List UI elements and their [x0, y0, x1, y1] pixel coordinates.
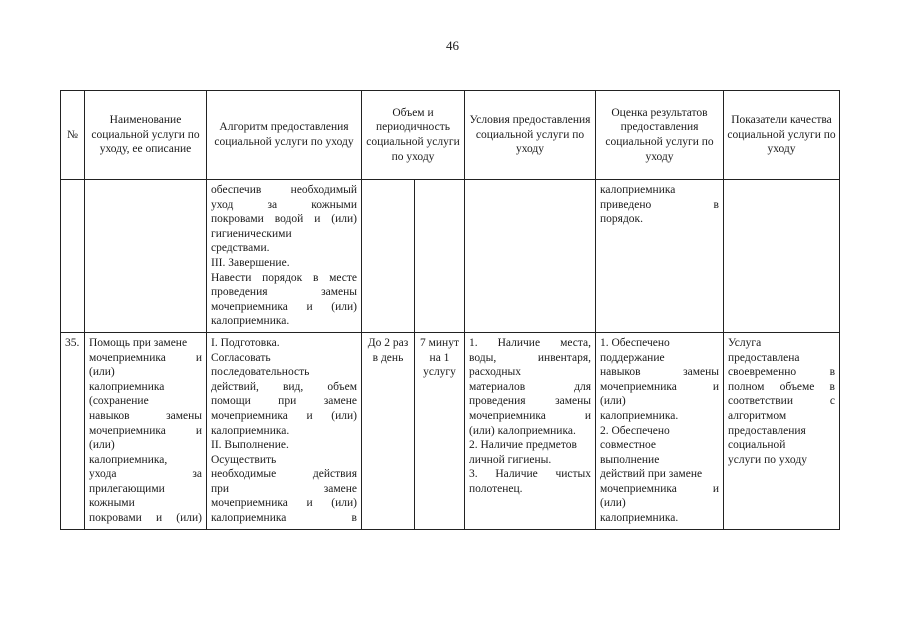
- text-line: материалов для: [469, 380, 591, 393]
- cell-algorithm: [207, 332, 362, 529]
- text-line: (или): [89, 439, 115, 452]
- text-line: предоставления: [728, 424, 806, 437]
- text-line: (сохранение: [89, 395, 149, 408]
- table-row-continuation: [61, 180, 840, 333]
- text-line: полном объеме в: [728, 380, 835, 393]
- header-num: №: [61, 91, 85, 180]
- text-line: своевременно в: [728, 366, 835, 379]
- text-line: покровами водой и (или): [211, 213, 357, 226]
- cell-evaluation-continuation: [596, 180, 724, 333]
- header-name: Наименование социальной услуги по уходу, ее описание: [85, 91, 207, 180]
- text-line: порядок.: [600, 213, 644, 226]
- text-line: проведения замены: [469, 395, 591, 408]
- text-line: действий при замене: [600, 468, 703, 481]
- text-line: 2. Обеспечено: [600, 424, 670, 437]
- text-line: покровами и (или): [89, 512, 202, 525]
- text-line: калоприемника.: [600, 512, 679, 525]
- cell-conditions-empty: [465, 180, 596, 333]
- text-line: обеспечив необходимый: [211, 184, 357, 196]
- text-line: мочеприемника и: [469, 409, 591, 422]
- cell-volume: До 2 раз в день: [362, 332, 415, 529]
- text-line: навыков замены: [600, 366, 719, 379]
- cell-algorithm-continuation: [207, 180, 362, 333]
- text-line: необходимые действия: [211, 468, 357, 481]
- header-volume: Объем и периодичность социальной услуги по уходу: [362, 91, 465, 180]
- header-quality: Показатели качества социальной услуги по уходу: [724, 91, 840, 180]
- table-row-35: [61, 332, 840, 529]
- cell-volume-empty: [362, 180, 415, 333]
- text-line: предоставлена: [728, 351, 800, 364]
- text-line: мочеприемника и: [600, 482, 719, 495]
- cell-period: 7 минут на 1 услугу: [415, 332, 465, 529]
- text-line: (или): [89, 366, 115, 379]
- table-header-row: [61, 91, 840, 180]
- text-line: уход за кожными: [211, 198, 357, 211]
- text-line: прилегающими: [89, 482, 165, 495]
- text-line: кожными: [89, 497, 135, 510]
- text-line: III. Завершение.: [211, 256, 290, 269]
- text-line: Осуществить: [211, 453, 277, 466]
- text-line: расходных: [469, 366, 522, 379]
- text-line: услуги по уходу: [728, 453, 807, 466]
- text-line: (или): [600, 497, 626, 510]
- text-line: полотенец.: [469, 482, 523, 495]
- text-line: социальной: [728, 439, 786, 452]
- text-line: калоприемника: [89, 380, 165, 393]
- cell-num: 35.: [61, 332, 85, 529]
- text-line: Навести порядок в месте: [211, 271, 357, 284]
- text-line: проведения замены: [211, 286, 357, 299]
- cell-period-empty: [415, 180, 465, 333]
- text-line: мочеприемника и (или): [211, 300, 357, 313]
- cell-evaluation: [596, 332, 724, 529]
- text-line: помощи при замене: [211, 395, 357, 408]
- text-line: приведено в: [600, 198, 719, 211]
- text-line: 1. Наличие места,: [469, 336, 591, 349]
- cell-name: [85, 332, 207, 529]
- cell-num-empty: [61, 180, 85, 333]
- text-line: выполнение: [600, 453, 660, 466]
- header-algorithm: Алгоритм предоставления социальной услуги по уходу: [207, 91, 362, 180]
- text-line: навыков замены: [89, 409, 202, 422]
- text-line: алгоритмом: [728, 409, 787, 422]
- text-line: калоприемника: [600, 184, 676, 196]
- text-line: калоприемника.: [600, 409, 679, 422]
- text-line: мочеприемника и: [600, 380, 719, 393]
- text-line: соответствии с: [728, 395, 835, 408]
- text-line: 1. Обеспечено: [600, 336, 670, 349]
- cell-conditions: [465, 332, 596, 529]
- text-line: мочеприемника и: [89, 424, 202, 437]
- text-line: ухода за: [89, 468, 202, 481]
- text-line: воды, инвентаря,: [469, 351, 591, 364]
- text-line: средствами.: [211, 242, 270, 255]
- services-table: [60, 90, 840, 530]
- text-line: мочеприемника и (или): [211, 409, 357, 422]
- text-line: совместное: [600, 439, 657, 452]
- text-line: калоприемника в: [211, 512, 357, 525]
- header-evaluation: Оценка результатов предоставления социальной услуги по уходу: [596, 91, 724, 180]
- text-line: поддержание: [600, 351, 665, 364]
- cell-name-empty: [85, 180, 207, 333]
- text-line: последовательность: [211, 366, 310, 379]
- text-line: при замене: [211, 482, 357, 495]
- text-line: действий, вид, объем: [211, 380, 357, 393]
- header-conditions: Условия предоставления социальной услуги по уходу: [465, 91, 596, 180]
- text-line: гигиеническими: [211, 227, 292, 240]
- text-line: калоприемника.: [211, 424, 290, 437]
- text-line: мочеприемника и: [89, 351, 202, 364]
- text-line: калоприемника,: [89, 453, 168, 466]
- text-line: I. Подготовка.: [211, 336, 280, 349]
- text-line: Согласовать: [211, 351, 271, 364]
- text-line: 3. Наличие чистых: [469, 468, 591, 481]
- cell-quality-empty: [724, 180, 840, 333]
- text-line: личной гигиены.: [469, 453, 552, 466]
- cell-quality: [724, 332, 840, 529]
- page-number: 46: [446, 38, 459, 53]
- text-line: калоприемника.: [211, 315, 290, 328]
- text-line: II. Выполнение.: [211, 439, 289, 452]
- text-line: (или): [600, 395, 626, 408]
- text-line: мочеприемника и (или): [211, 497, 357, 510]
- text-line: Помощь при замене: [89, 336, 188, 349]
- text-line: Услуга: [728, 336, 762, 349]
- text-line: 2. Наличие предметов: [469, 439, 577, 452]
- text-line: (или) калоприемника.: [469, 424, 576, 437]
